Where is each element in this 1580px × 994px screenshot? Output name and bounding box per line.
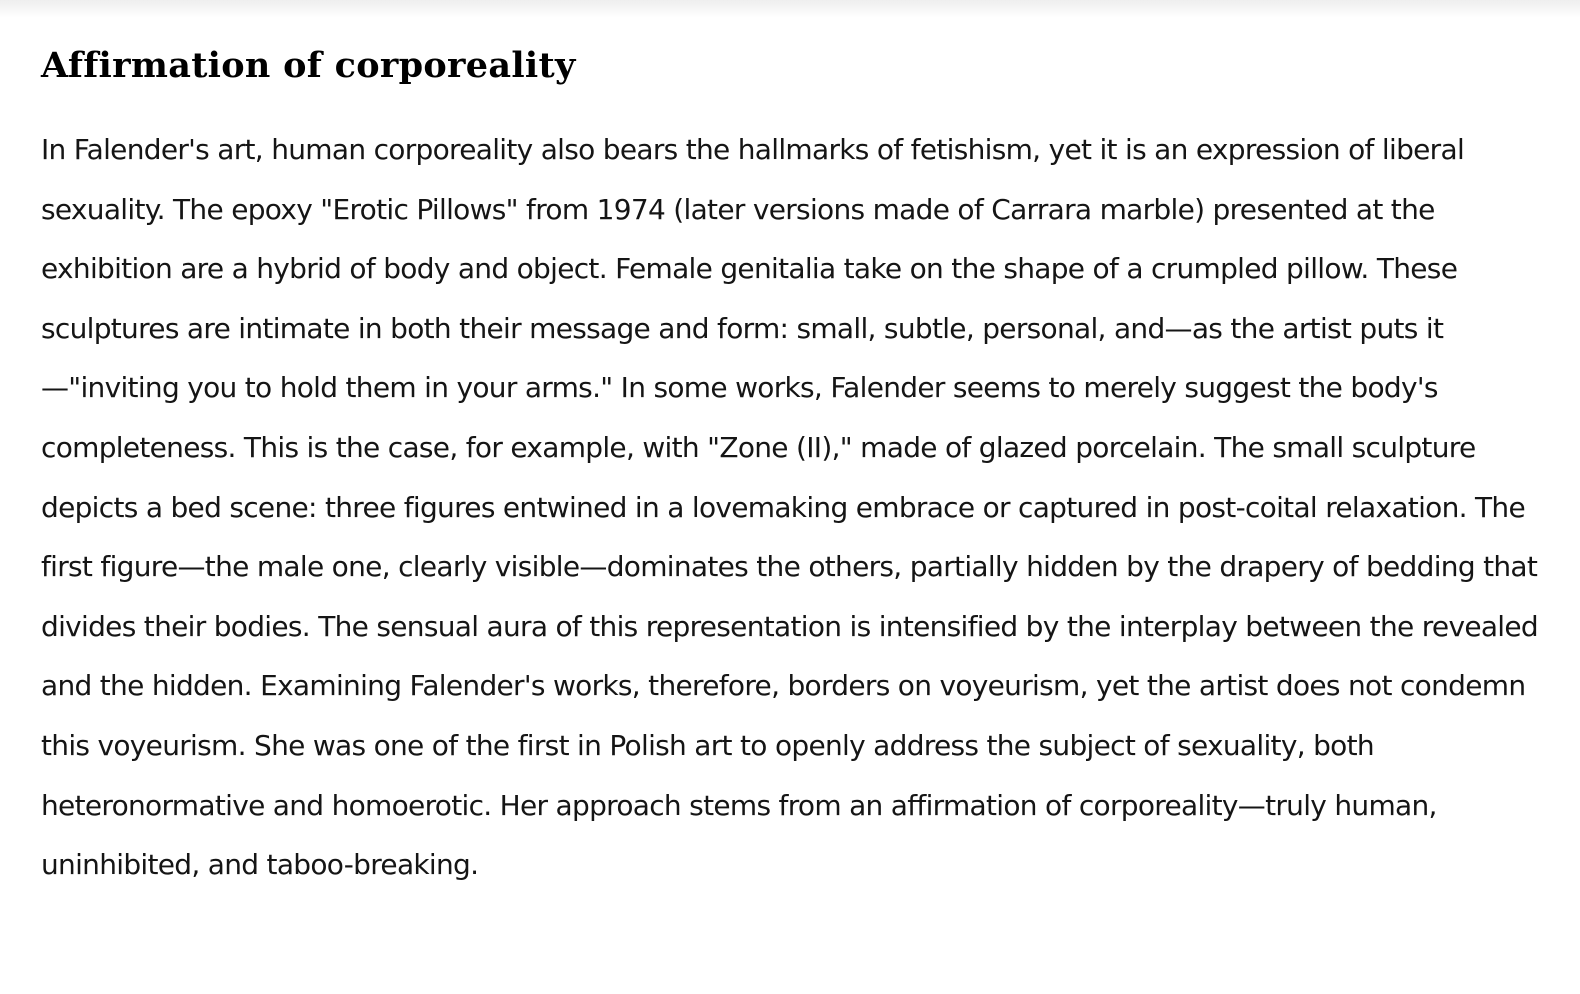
article-body: In Falender's art, human corporeality also bears the hallmarks of fetishism, yet it is an expression of liberal sexuality. The epoxy "Erotic Pillows" from 1974 (later versions made of Carrara marble) presented at the exhibition are a hybrid of body and object. Female genitalia take on the shape of a crumpled pillow. These sculptures are intimate in both their message and form: small, subtle, personal, and—as the artist puts it—"inviting you to hold them in your arms." In some works, Falender seems to merely suggest the body's completeness. This is the case, for example, with "Zone (II)," made of glazed porcelain. The small sculpture depicts a bed scene: three figures entwined in a lovemaking embrace or captured in post-coital relaxation. The first figure—the male one, clearly visible—dominates the others, partially hidden by the drapery of bedding that divides their bodies. The sensual aura of this representation is intensified by the interplay between the revealed and the hidden. Examining Falender's works, therefore, borders on voyeurism, yet the artist does not condemn this voyeurism. She was one of the first in Polish art to openly address the subject of sexuality, both heteronormative and homoerotic. Her approach stems from an affirmation of corporeality—truly human, uninhibited, and taboo-breaking. bbox=[41, 133, 1538, 882]
top-shadow bbox=[0, 0, 1580, 18]
article bbox=[41, 40, 1553, 895]
article-title: Affirmation of corporeality bbox=[41, 45, 576, 86]
